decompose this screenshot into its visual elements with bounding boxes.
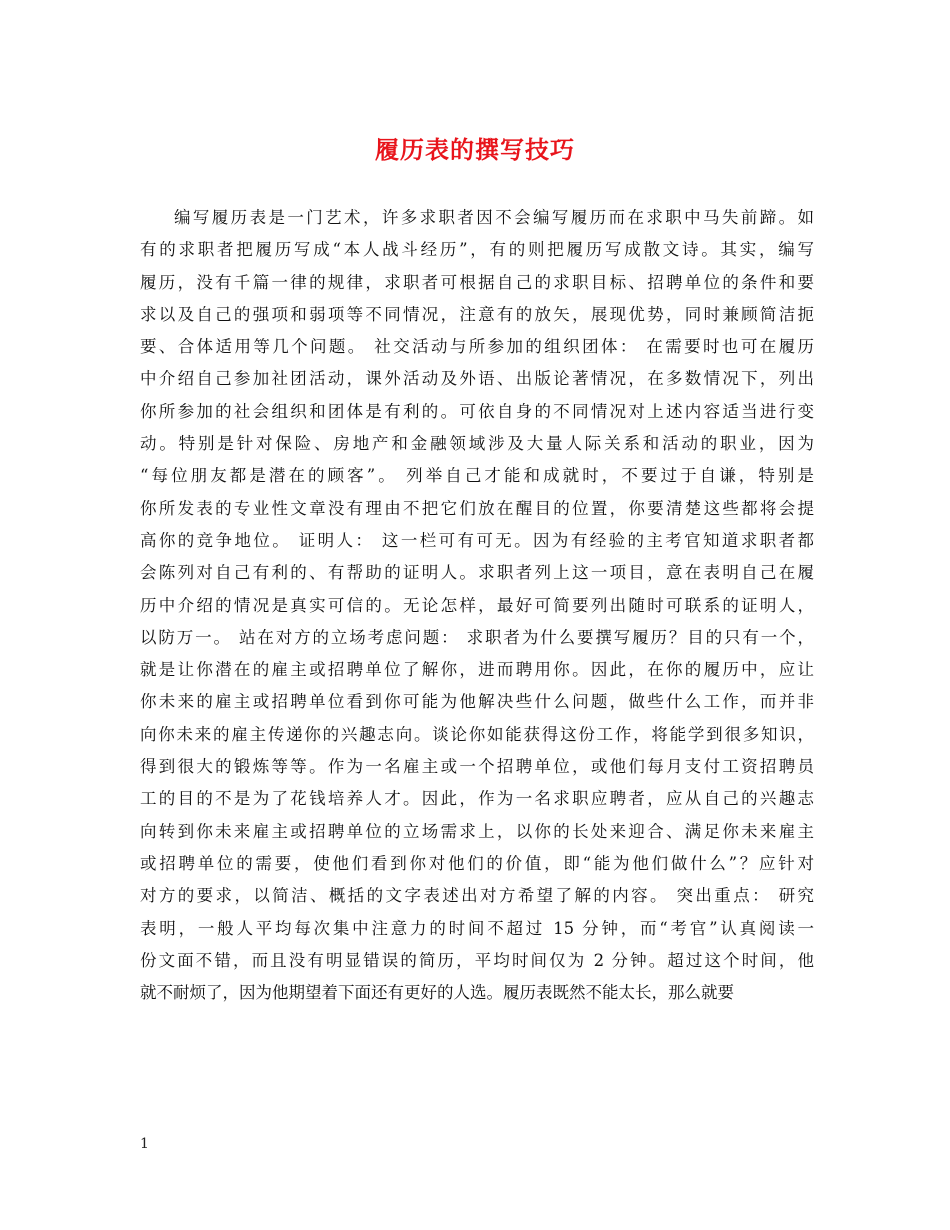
- body-line: 你所发表的专业性文章没有理由不把它们放在醒目的位置，你要清楚这些都将会提: [140, 498, 814, 518]
- body-line: 求以及自己的强项和弱项等不同情况，注意有的放矢，展现优势，同时兼顾简洁扼: [140, 304, 814, 324]
- body-line: 高你的竞争地位。 证明人： 这一栏可有可无。因为有经验的主考官知道求职者都: [140, 530, 814, 550]
- body-line: 就不耐烦了，因为他期望着下面还有更好的人选。履历表既然不能太长，那么就要: [140, 983, 734, 1003]
- body-line: 有的求职者把履历写成“本人战斗经历”，有的则把履历写成散文诗。其实，编写: [140, 240, 814, 260]
- body-line: 表明，一般人平均每次集中注意力的时间不超过 15 分钟，而“考官”认真阅读一: [140, 918, 814, 938]
- body-line: 向转到你未来雇主或招聘单位的立场需求上，以你的长处来迎合、满足你未来雇主: [140, 821, 814, 841]
- body-line: 就是让你潜在的雇主或招聘单位了解你，进而聘用你。因此，在你的履历中，应让: [140, 660, 814, 680]
- body-line: 动。特别是针对保险、房地产和金融领域涉及大量人际关系和活动的职业，因为: [140, 434, 814, 454]
- body-line: 历中介绍的情况是真实可信的。无论怎样，最好可简要列出随时可联系的证明人，: [140, 595, 814, 615]
- body-line: 编写履历表是一门艺术，许多求职者因不会编写履历而在求职中马失前蹄。如: [174, 208, 814, 227]
- body-line: 或招聘单位的需要，使他们看到你对他们的价值，即“能为他们做什么”？应针对: [140, 853, 814, 873]
- document-body: [140, 202, 814, 1009]
- body-line: 履历，没有千篇一律的规律，求职者可根据自己的求职目标、招聘单位的条件和要: [140, 272, 814, 292]
- body-line: 工的目的不是为了花钱培养人才。因此，作为一名求职应聘者，应从自己的兴趣志: [140, 789, 814, 809]
- body-line: 以防万一。 站在对方的立场考虑问题： 求职者为什么要撰写履历？目的只有一个，: [140, 627, 814, 647]
- body-line: 中介绍自己参加社团活动，课外活动及外语、出版论著情况，在多数情况下，列出: [140, 369, 814, 389]
- body-line: 向你未来的雇主传递你的兴趣志向。谈论你如能获得这份工作，将能学到很多知识，: [140, 724, 814, 744]
- body-line: 要、合体适用等几个问题。 社交活动与所参加的组织团体： 在需要时也可在履历: [140, 337, 814, 357]
- page-number: 1: [140, 1136, 149, 1152]
- body-line: “每位朋友都是潜在的顾客”。 列举自己才能和成就时，不要过于自谦，特别是: [140, 466, 814, 486]
- body-line: 你未来的雇主或招聘单位看到你可能为他解决些什么问题，做些什么工作，而并非: [140, 692, 814, 712]
- body-line: 会陈列对自己有利的、有帮助的证明人。求职者列上这一项目，意在表明自己在履: [140, 563, 814, 583]
- body-line: 对方的要求，以简洁、概括的文字表述出对方希望了解的内容。 突出重点： 研究: [140, 886, 814, 906]
- document-title: 履历表的撰写技巧: [375, 135, 575, 164]
- body-line: 份文面不错，而且没有明显错误的简历，平均时间仅为 2 分钟。超过这个时间，他: [140, 950, 814, 970]
- body-line: 你所参加的社会组织和团体是有利的。可依自身的不同情况对上述内容适当进行变: [140, 401, 814, 421]
- body-line: 得到很大的锻炼等等。作为一名雇主或一个招聘单位，或他们每月支付工资招聘员: [140, 757, 814, 777]
